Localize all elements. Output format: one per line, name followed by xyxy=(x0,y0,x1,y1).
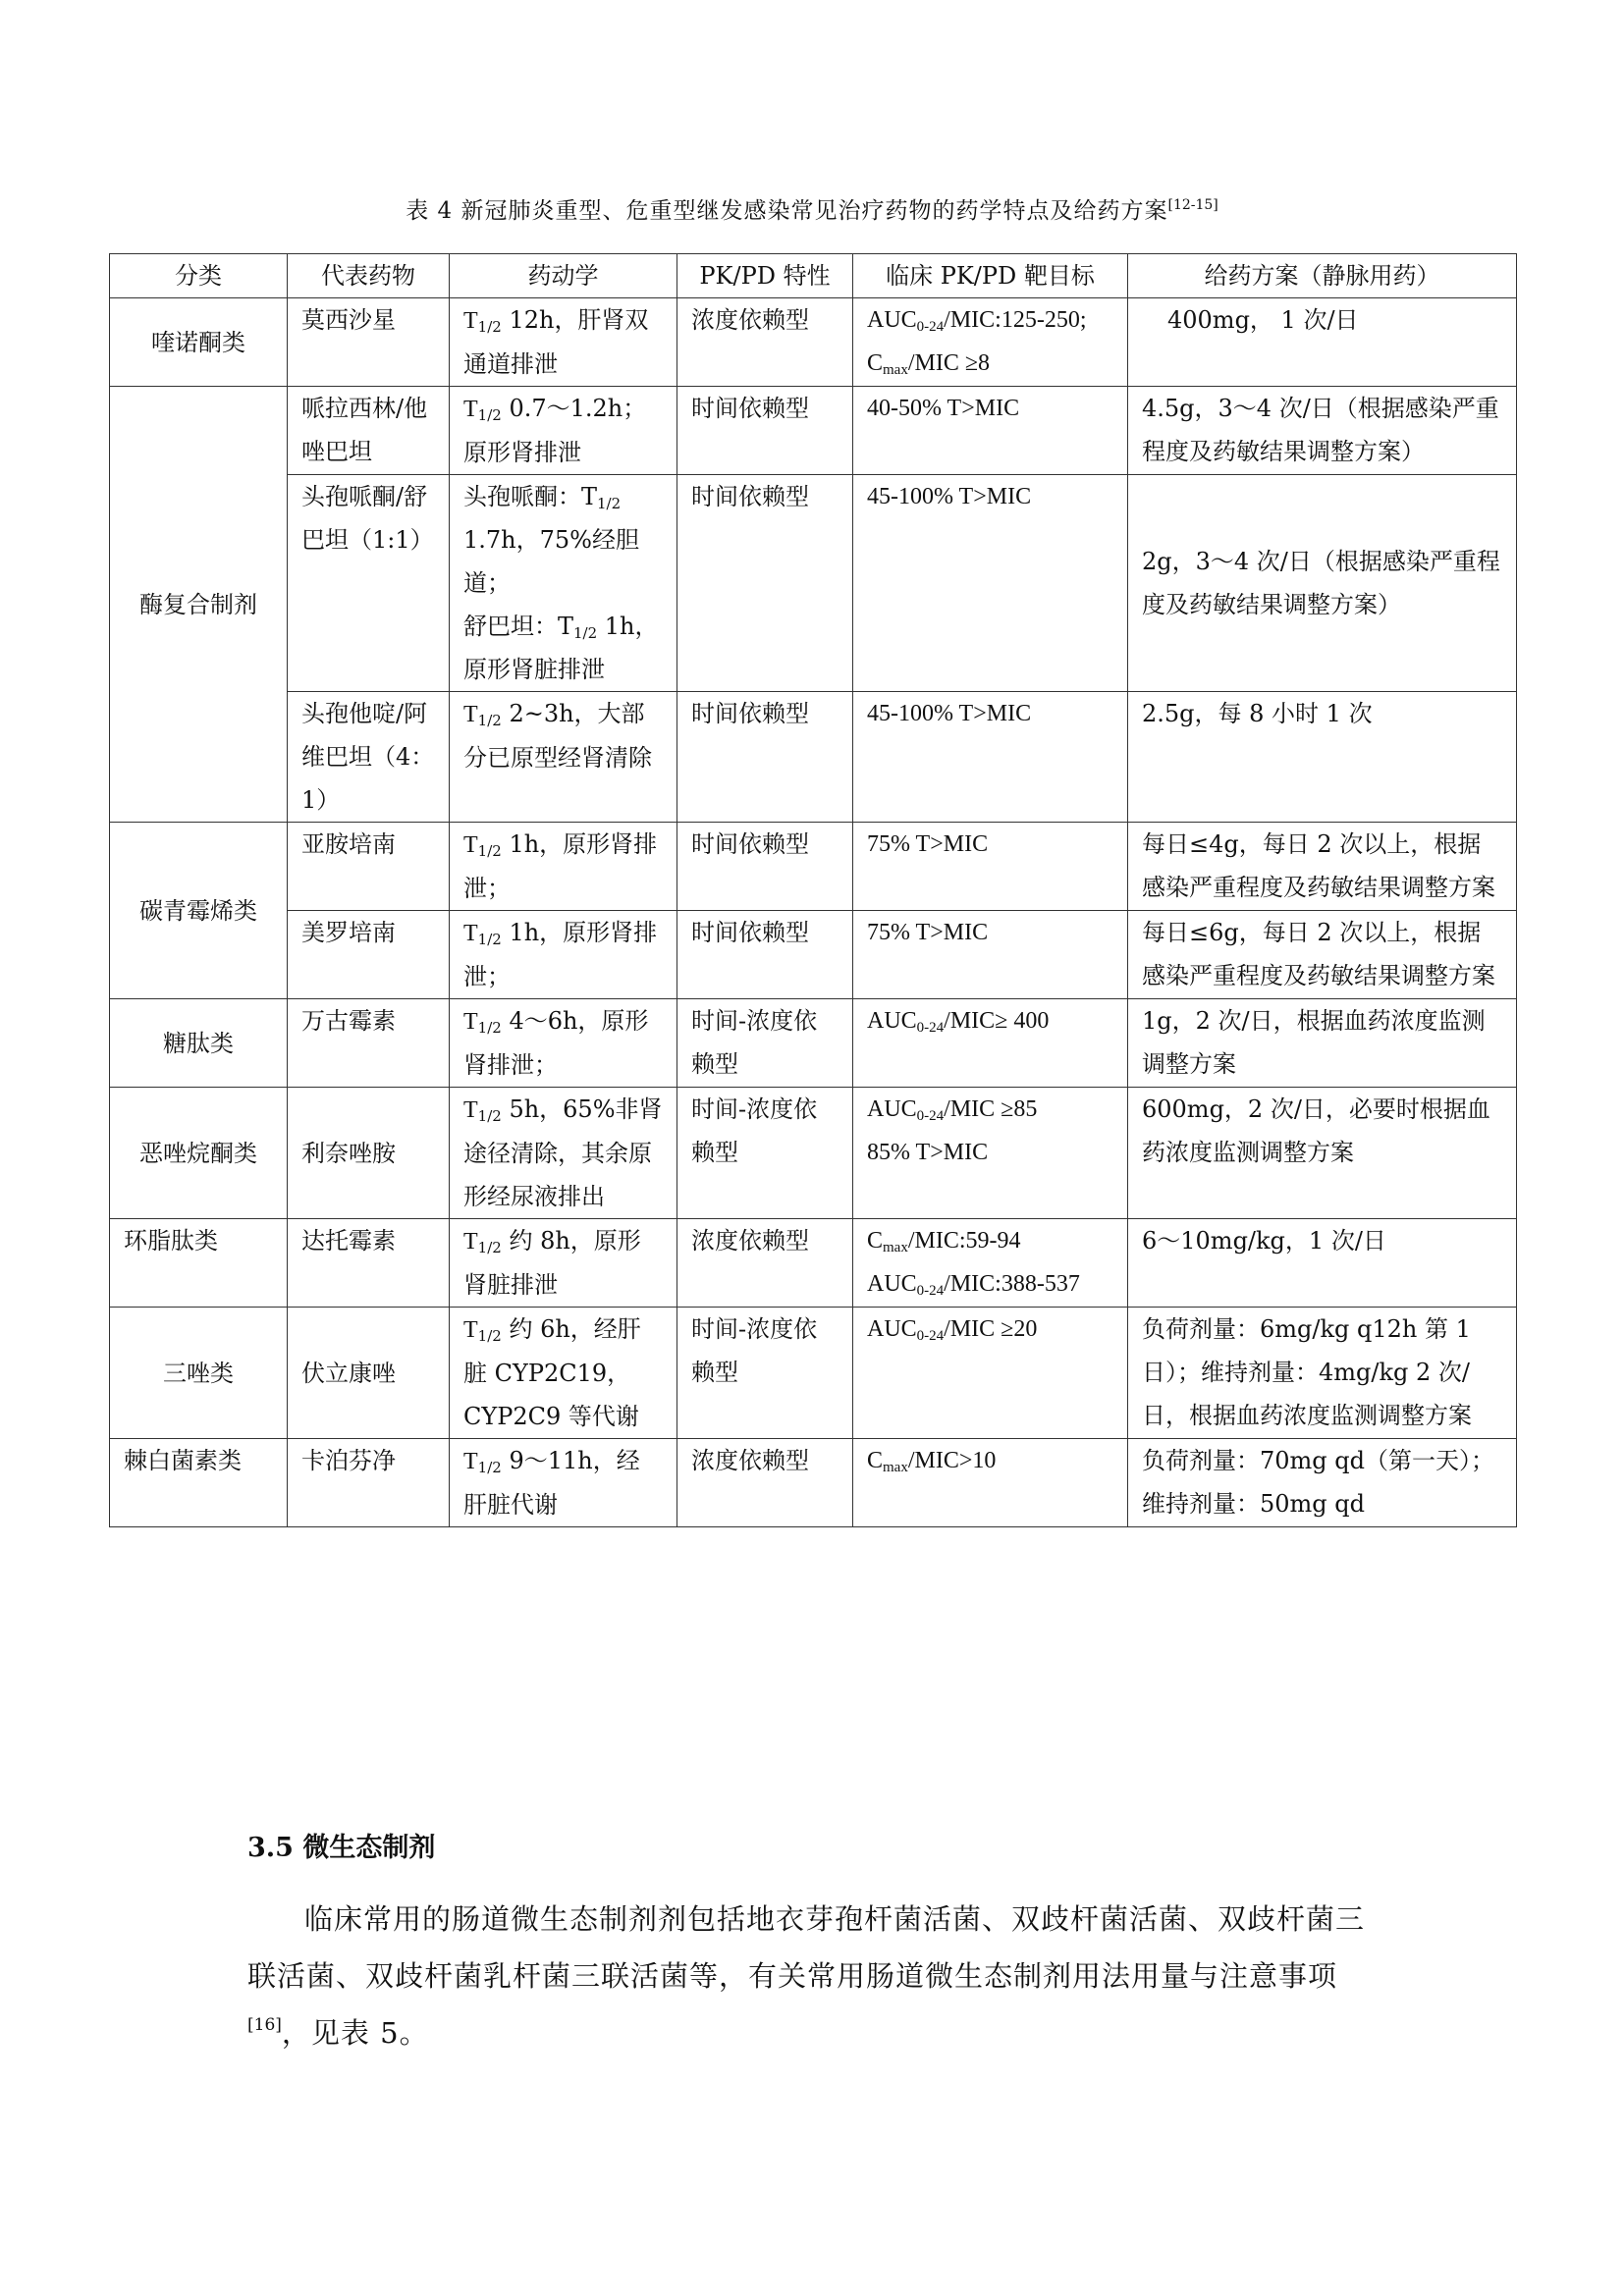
drug-class: 碳青霉烯类 xyxy=(110,823,288,999)
pharmacokinetics: 头孢哌酮：$T_{1/2}$ 1.7h，75%经胆道； 舒巴坦：$T_{1/2}$ 1h，原形肾脏排泄 xyxy=(450,475,677,692)
drug-name: 卡泊芬净 xyxy=(288,1439,450,1527)
table-row xyxy=(110,1308,1517,1439)
drug-class: 恶唑烷酮类 xyxy=(110,1088,288,1219)
pkpd-target: $AUC_{0-24}/MIC\ge 400$ xyxy=(853,999,1128,1088)
drug-name: 头孢他啶/阿维巴坦（4：1） xyxy=(288,692,450,823)
drug-class: 酶复合制剂 xyxy=(110,387,288,823)
pkpd-property: 时间-浓度依赖型 xyxy=(677,1308,853,1439)
table-row xyxy=(110,387,1517,475)
header-pkpd: PK/PD 特性 xyxy=(677,254,853,298)
header-drug: 代表药物 xyxy=(288,254,450,298)
dosing-plan: 4.5g，3～4 次/日（根据感染严重程度及药敏结果调整方案） xyxy=(1128,387,1517,475)
drug-name: 莫西沙星 xyxy=(288,298,450,387)
table-header-row xyxy=(110,254,1517,298)
table-row xyxy=(110,999,1517,1088)
drug-class: 棘白菌素类 xyxy=(110,1439,288,1527)
dosing-plan: 每日≤4g，每日 2 次以上，根据感染严重程度及药敏结果调整方案 xyxy=(1128,823,1517,911)
pkpd-property: 浓度依赖型 xyxy=(677,1439,853,1527)
pharmacokinetics: $T_{1/2}$ 5h，65%非肾途径清除，其余原形经尿液排出 xyxy=(450,1088,677,1219)
dosing-plan: 2.5g，每 8 小时 1 次 xyxy=(1128,692,1517,823)
drug-class: 糖肽类 xyxy=(110,999,288,1088)
body-paragraph: 临床常用的肠道微生态制剂剂包括地衣芽孢杆菌活菌、双歧杆菌活菌、双歧杆菌三联活菌、双歧杆菌乳杆菌三联活菌等，有关常用肠道微生态制剂用法用量与注意事项[16]，见表 5。 xyxy=(247,1902,1366,2050)
table-row xyxy=(110,911,1517,999)
dosing-plan: 400mg， 1 次/日 xyxy=(1128,298,1517,387)
header-pk: 药动学 xyxy=(450,254,677,298)
citation-ref: [16] xyxy=(247,2015,282,2035)
table-row xyxy=(110,692,1517,823)
table-row xyxy=(110,823,1517,911)
dosing-plan: 6～10mg/kg，1 次/日 xyxy=(1128,1219,1517,1308)
pkpd-property: 时间依赖型 xyxy=(677,911,853,999)
drug-name: 头孢哌酮/舒巴坦（1:1） xyxy=(288,475,450,692)
table-caption: 表 4 新冠肺炎重型、危重型继发感染常见治疗药物的药学特点及给药方案[12-15] xyxy=(406,197,1218,224)
table-row xyxy=(110,1219,1517,1308)
drug-name: 万古霉素 xyxy=(288,999,450,1088)
pkpd-target: 45-100% T>MIC xyxy=(853,475,1128,692)
pkpd-property: 浓度依赖型 xyxy=(677,298,853,387)
drug-name: 美罗培南 xyxy=(288,911,450,999)
pharmacokinetics: $T_{1/2}$ 9～11h，经肝脏代谢 xyxy=(450,1439,677,1527)
pkpd-property: 时间依赖型 xyxy=(677,387,853,475)
pkpd-target: 75% T>MIC xyxy=(853,911,1128,999)
pkpd-target: 75% T>MIC xyxy=(853,823,1128,911)
drug-name: 达托霉素 xyxy=(288,1219,450,1308)
drug-class: 三唑类 xyxy=(110,1308,288,1439)
dosing-plan: 2g，3～4 次/日（根据感染严重程度及药敏结果调整方案） xyxy=(1128,475,1517,692)
pharmacokinetics: $T_{1/2}$ 12h，肝肾双通道排泄 xyxy=(450,298,677,387)
pkpd-target: $AUC_{0-24}$/MIC ≥85 85% T>MIC xyxy=(853,1088,1128,1219)
pkpd-property: 时间依赖型 xyxy=(677,823,853,911)
drug-table xyxy=(109,253,1517,1527)
header-class: 分类 xyxy=(110,254,288,298)
table-row xyxy=(110,1439,1517,1527)
pharmacokinetics: $T_{1/2}$ 约 6h，经肝脏 CYP2C19，CYP2C9 等代谢 xyxy=(450,1308,677,1439)
drug-name: 亚胺培南 xyxy=(288,823,450,911)
pkpd-target: $C_{max}/MIC>10$ xyxy=(853,1439,1128,1527)
dosing-plan: 600mg，2 次/日，必要时根据血药浓度监测调整方案 xyxy=(1128,1088,1517,1219)
table-row xyxy=(110,1088,1517,1219)
header-plan: 给药方案（静脉用药） xyxy=(1128,254,1517,298)
pharmacokinetics: $T_{1/2}$ 0.7～1.2h；原形肾排泄 xyxy=(450,387,677,475)
pkpd-property: 时间-浓度依赖型 xyxy=(677,999,853,1088)
drug-class: 喹诺酮类 xyxy=(110,298,288,387)
pkpd-target: $AUC_{0-24}/MIC:125-250$; $C_{max}$/MIC ≥8 xyxy=(853,298,1128,387)
dosing-plan: 负荷剂量：6mg/kg q12h 第 1 日）；维持剂量：4mg/kg 2 次/日，根据血药浓度监测调整方案 xyxy=(1128,1308,1517,1439)
pharmacokinetics: $T_{1/2}$ 4～6h，原形肾排泄； xyxy=(450,999,677,1088)
pkpd-target: $C_{max}/MIC:59-94$ $AUC_{0-24}/MIC:388-537$ xyxy=(853,1219,1128,1308)
pharmacokinetics: $T_{1/2}$ 2~3h，大部分已原型经肾清除 xyxy=(450,692,677,823)
pkpd-target: 40-50% T>MIC xyxy=(853,387,1128,475)
dosing-plan: 每日≤6g，每日 2 次以上，根据感染严重程度及药敏结果调整方案 xyxy=(1128,911,1517,999)
pkpd-target: $AUC_{0-24}$/MIC ≥20 xyxy=(853,1308,1128,1439)
pkpd-property: 时间依赖型 xyxy=(677,475,853,692)
dosing-plan: 负荷剂量：70mg qd（第一天）；维持剂量：50mg qd xyxy=(1128,1439,1517,1527)
drug-class: 环脂肽类 xyxy=(110,1219,288,1308)
dosing-plan: 1g，2 次/日，根据血药浓度监测调整方案 xyxy=(1128,999,1517,1088)
drug-name: 伏立康唑 xyxy=(288,1308,450,1439)
table-row xyxy=(110,298,1517,387)
table-row xyxy=(110,475,1517,692)
drug-name: 哌拉西林/他唑巴坦 xyxy=(288,387,450,475)
drug-name: 利奈唑胺 xyxy=(288,1088,450,1219)
pkpd-property: 浓度依赖型 xyxy=(677,1219,853,1308)
pkpd-target: 45-100% T>MIC xyxy=(853,692,1128,823)
pharmacokinetics: $T_{1/2}$ 1h，原形肾排泄； xyxy=(450,911,677,999)
section-heading: 3.5 微生态制剂 xyxy=(247,1833,436,1863)
header-target: 临床 PK/PD 靶目标 xyxy=(853,254,1128,298)
pkpd-property: 时间-浓度依赖型 xyxy=(677,1088,853,1219)
pkpd-property: 时间依赖型 xyxy=(677,692,853,823)
pharmacokinetics: $T_{1/2}$ 约 8h，原形肾脏排泄 xyxy=(450,1219,677,1308)
pharmacokinetics: $T_{1/2}$ 1h，原形肾排泄； xyxy=(450,823,677,911)
